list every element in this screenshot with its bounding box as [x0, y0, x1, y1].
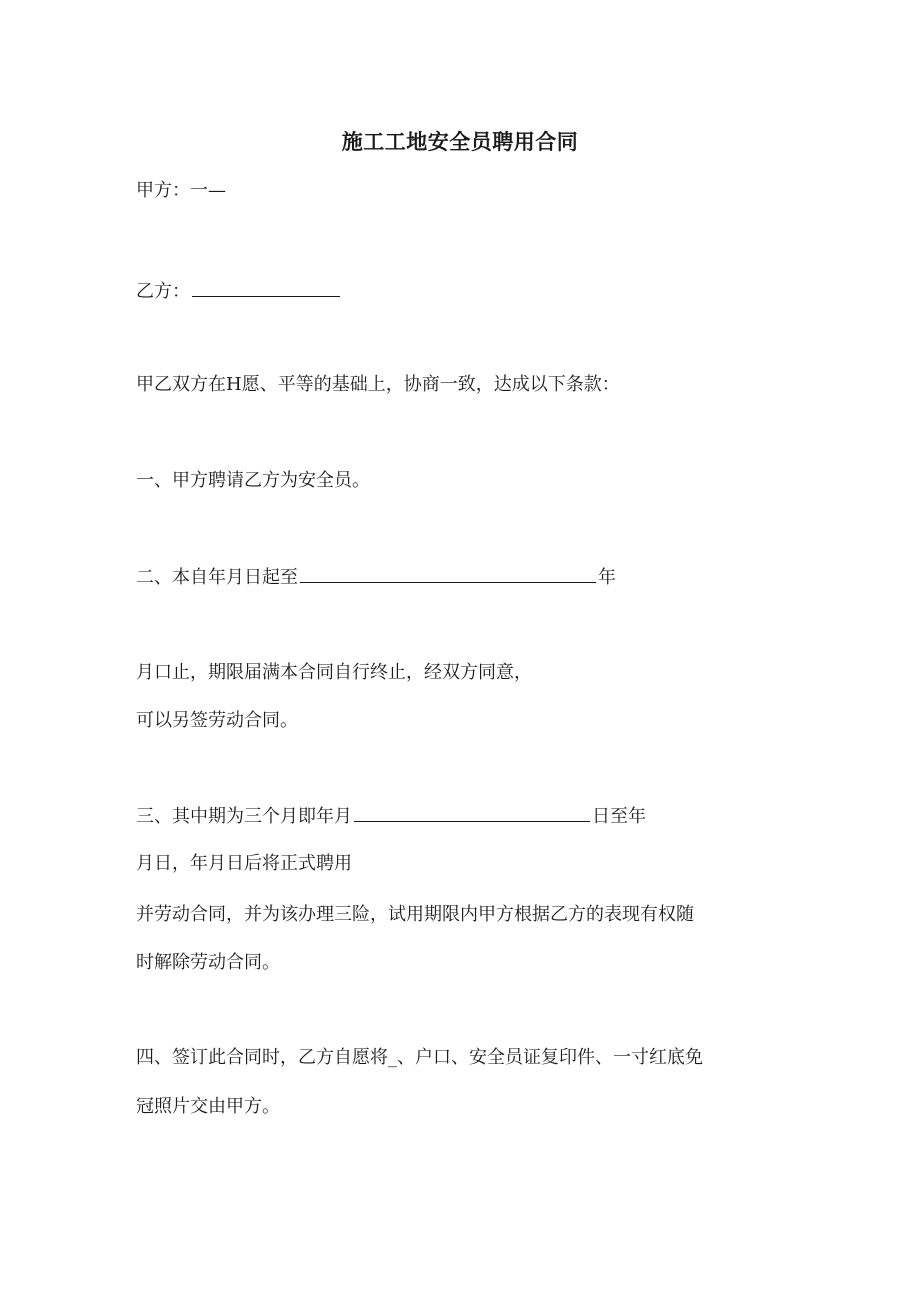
clause-2-blank	[300, 564, 596, 583]
party-b-line	[136, 278, 342, 305]
party-b-label: 乙方：	[136, 281, 190, 302]
clause-2-prefix: 二、本自年月日起至	[136, 567, 298, 588]
party-a-value: 一—	[190, 180, 226, 201]
clause-1: 一、甲方聘请乙方为安全员。	[136, 470, 370, 491]
clause-2-suffix: 年	[598, 567, 616, 588]
clause-4-line-1: 四、签订此合同时，乙方自愿将_、户口、安全员证复印件、一寸红底免	[136, 1047, 703, 1068]
clause-2-line-1	[136, 564, 616, 591]
clause-2-line-2: 月口止，期限届满本合同自行终止，经双方同意，	[136, 662, 532, 683]
clause-3-line-1	[136, 803, 646, 830]
intro-paragraph: 甲乙双方在H愿、平等的基础上，协商一致，达成以下条款：	[136, 374, 620, 395]
party-b-blank	[192, 278, 340, 297]
clause-3-line-4: 时解除劳动合同。	[136, 952, 280, 973]
clause-2-line-3: 可以另签劳动合同。	[136, 710, 298, 731]
clause-3-prefix: 三、其中期为三个月即年月	[136, 806, 352, 827]
clause-3-line-2: 月日，年月日后将正式聘用	[136, 853, 352, 874]
clause-3-suffix: 日至年	[592, 806, 646, 827]
document-title: 施工工地安全员聘用合同	[341, 130, 579, 154]
party-a-label: 甲方：	[136, 180, 190, 201]
party-a-line	[136, 178, 226, 204]
clause-3-line-3: 并劳动合同，并为该办理三险，试用期限内甲方根据乙方的表现有权随	[136, 904, 694, 925]
clause-4-line-2: 冠照片交由甲方。	[136, 1096, 280, 1117]
clause-3-blank	[354, 803, 590, 822]
